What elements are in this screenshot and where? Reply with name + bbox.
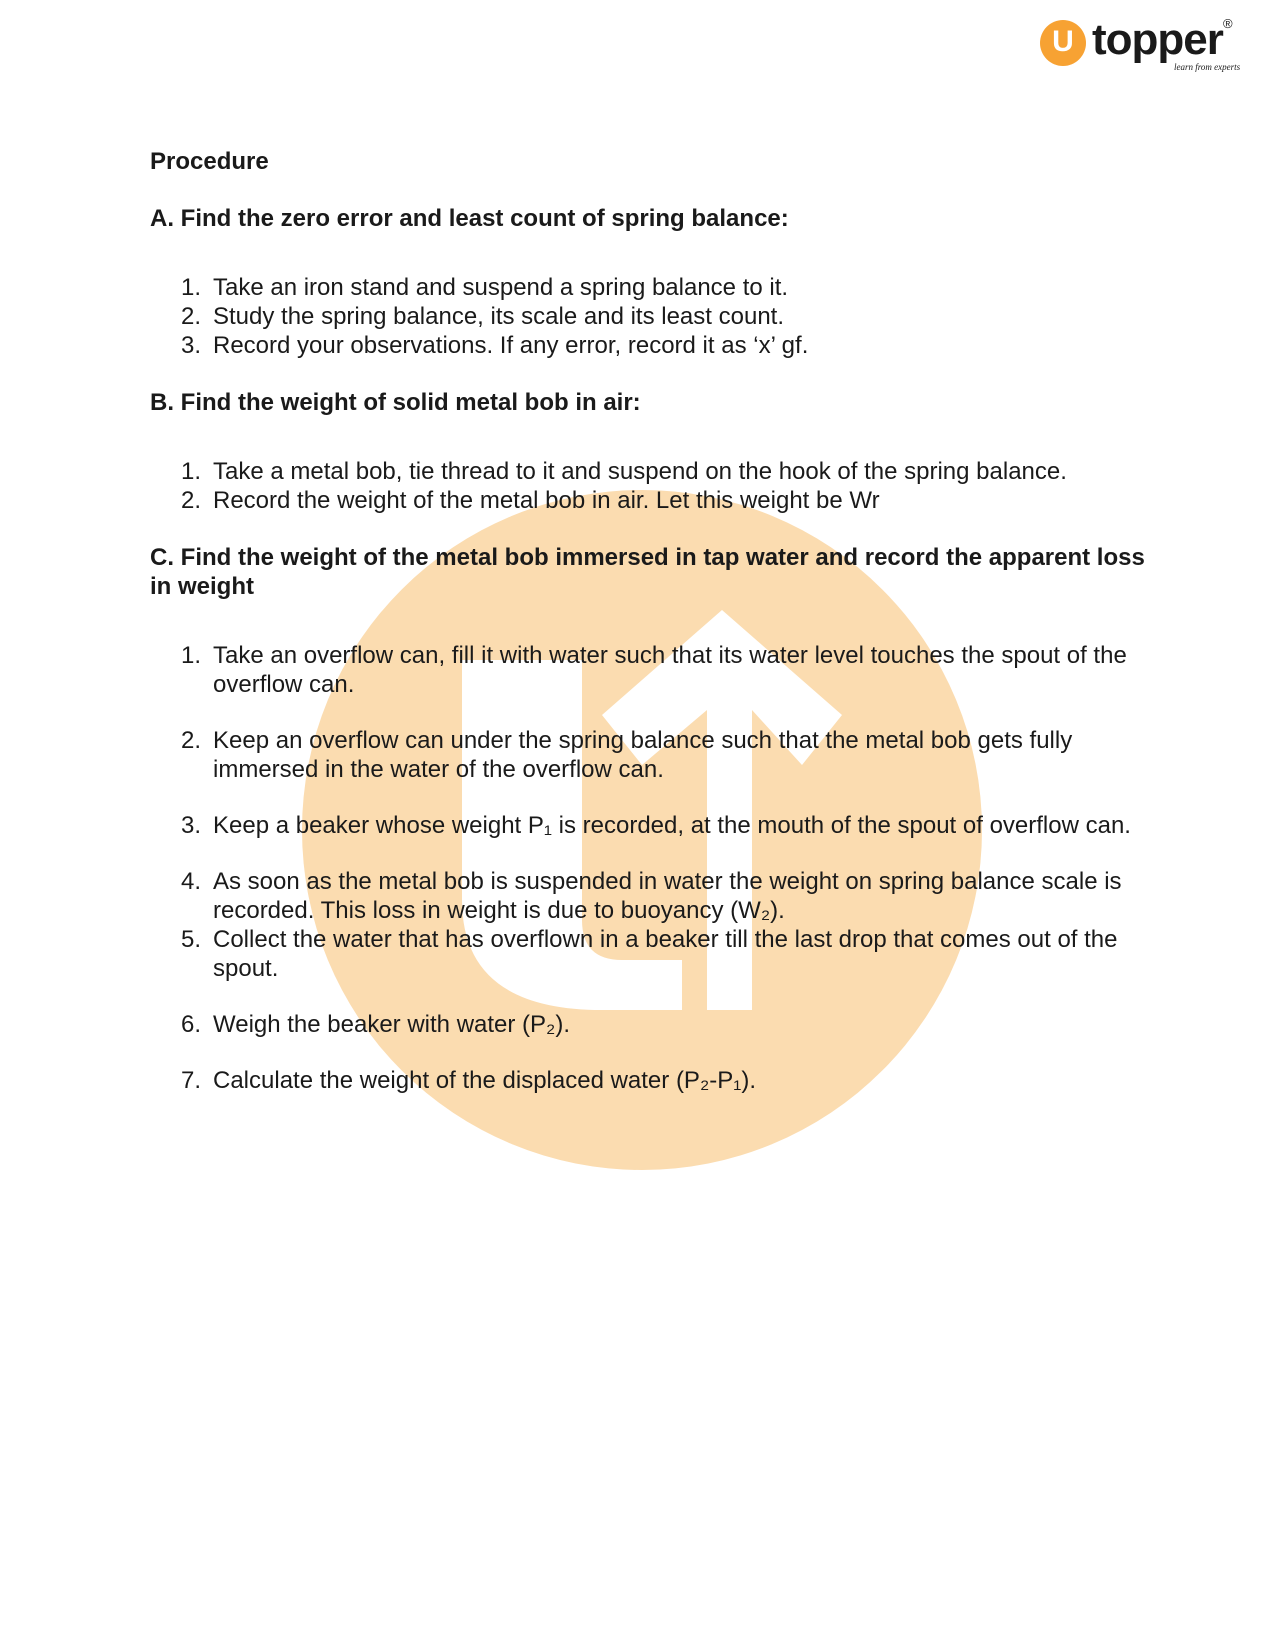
- section-a-list: [150, 273, 1150, 360]
- list-item: 3. Keep a beaker whose weight P₁ is recorded, at the mouth of the spout of overflow can.: [180, 812, 1131, 839]
- list-item: 7. Calculate the weight of the displaced water (P₂-P₁).: [180, 1067, 757, 1094]
- section-b-list: [150, 457, 1150, 515]
- list-item: 5. Collect the water that has overflown in a beaker till the last drop that comes out of the spout.: [180, 926, 1118, 982]
- list-item: 1. Take an iron stand and suspend a spring balance to it.: [180, 274, 789, 301]
- logo-badge-icon: U: [1040, 20, 1086, 66]
- document-body: [150, 146, 1150, 1095]
- document-title: Procedure: [150, 148, 269, 175]
- topper-logo: [1040, 16, 1240, 76]
- section-a-heading: A. Find the zero error and least count of spring balance:: [150, 205, 789, 232]
- list-item: 2. Record the weight of the metal bob in air. Let this weight be Wr: [180, 487, 880, 514]
- logo-tagline: learn from experts: [1174, 62, 1241, 72]
- list-item: 1. Take an overflow can, fill it with water such that its water level touches the spout of the overflow can.: [180, 642, 1127, 698]
- registered-mark: ®: [1223, 16, 1233, 31]
- list-item: 2. Study the spring balance, its scale and its least count.: [180, 303, 784, 330]
- list-item: 3. Record your observations. If any error, record it as ‘x’ gf.: [180, 332, 809, 359]
- list-item: 4. As soon as the metal bob is suspended in water the weight on spring balance scale is recorded. This loss in weight is due to buoyancy (W₂).: [180, 868, 1122, 924]
- section-c-list: [150, 641, 1150, 1095]
- logo-wordmark: topper: [1092, 15, 1223, 64]
- list-item: 1. Take a metal bob, tie thread to it and suspend on the hook of the spring balance.: [180, 458, 1067, 485]
- section-c-heading: C. Find the weight of the metal bob immersed in tap water and record the apparent loss in weight: [150, 544, 1145, 600]
- list-item: 2. Keep an overflow can under the spring balance such that the metal bob gets fully immersed in the water of the overflow can.: [180, 727, 1073, 783]
- list-item: 6. Weigh the beaker with water (P₂).: [180, 1011, 571, 1038]
- section-b-heading: B. Find the weight of solid metal bob in air:: [150, 389, 641, 416]
